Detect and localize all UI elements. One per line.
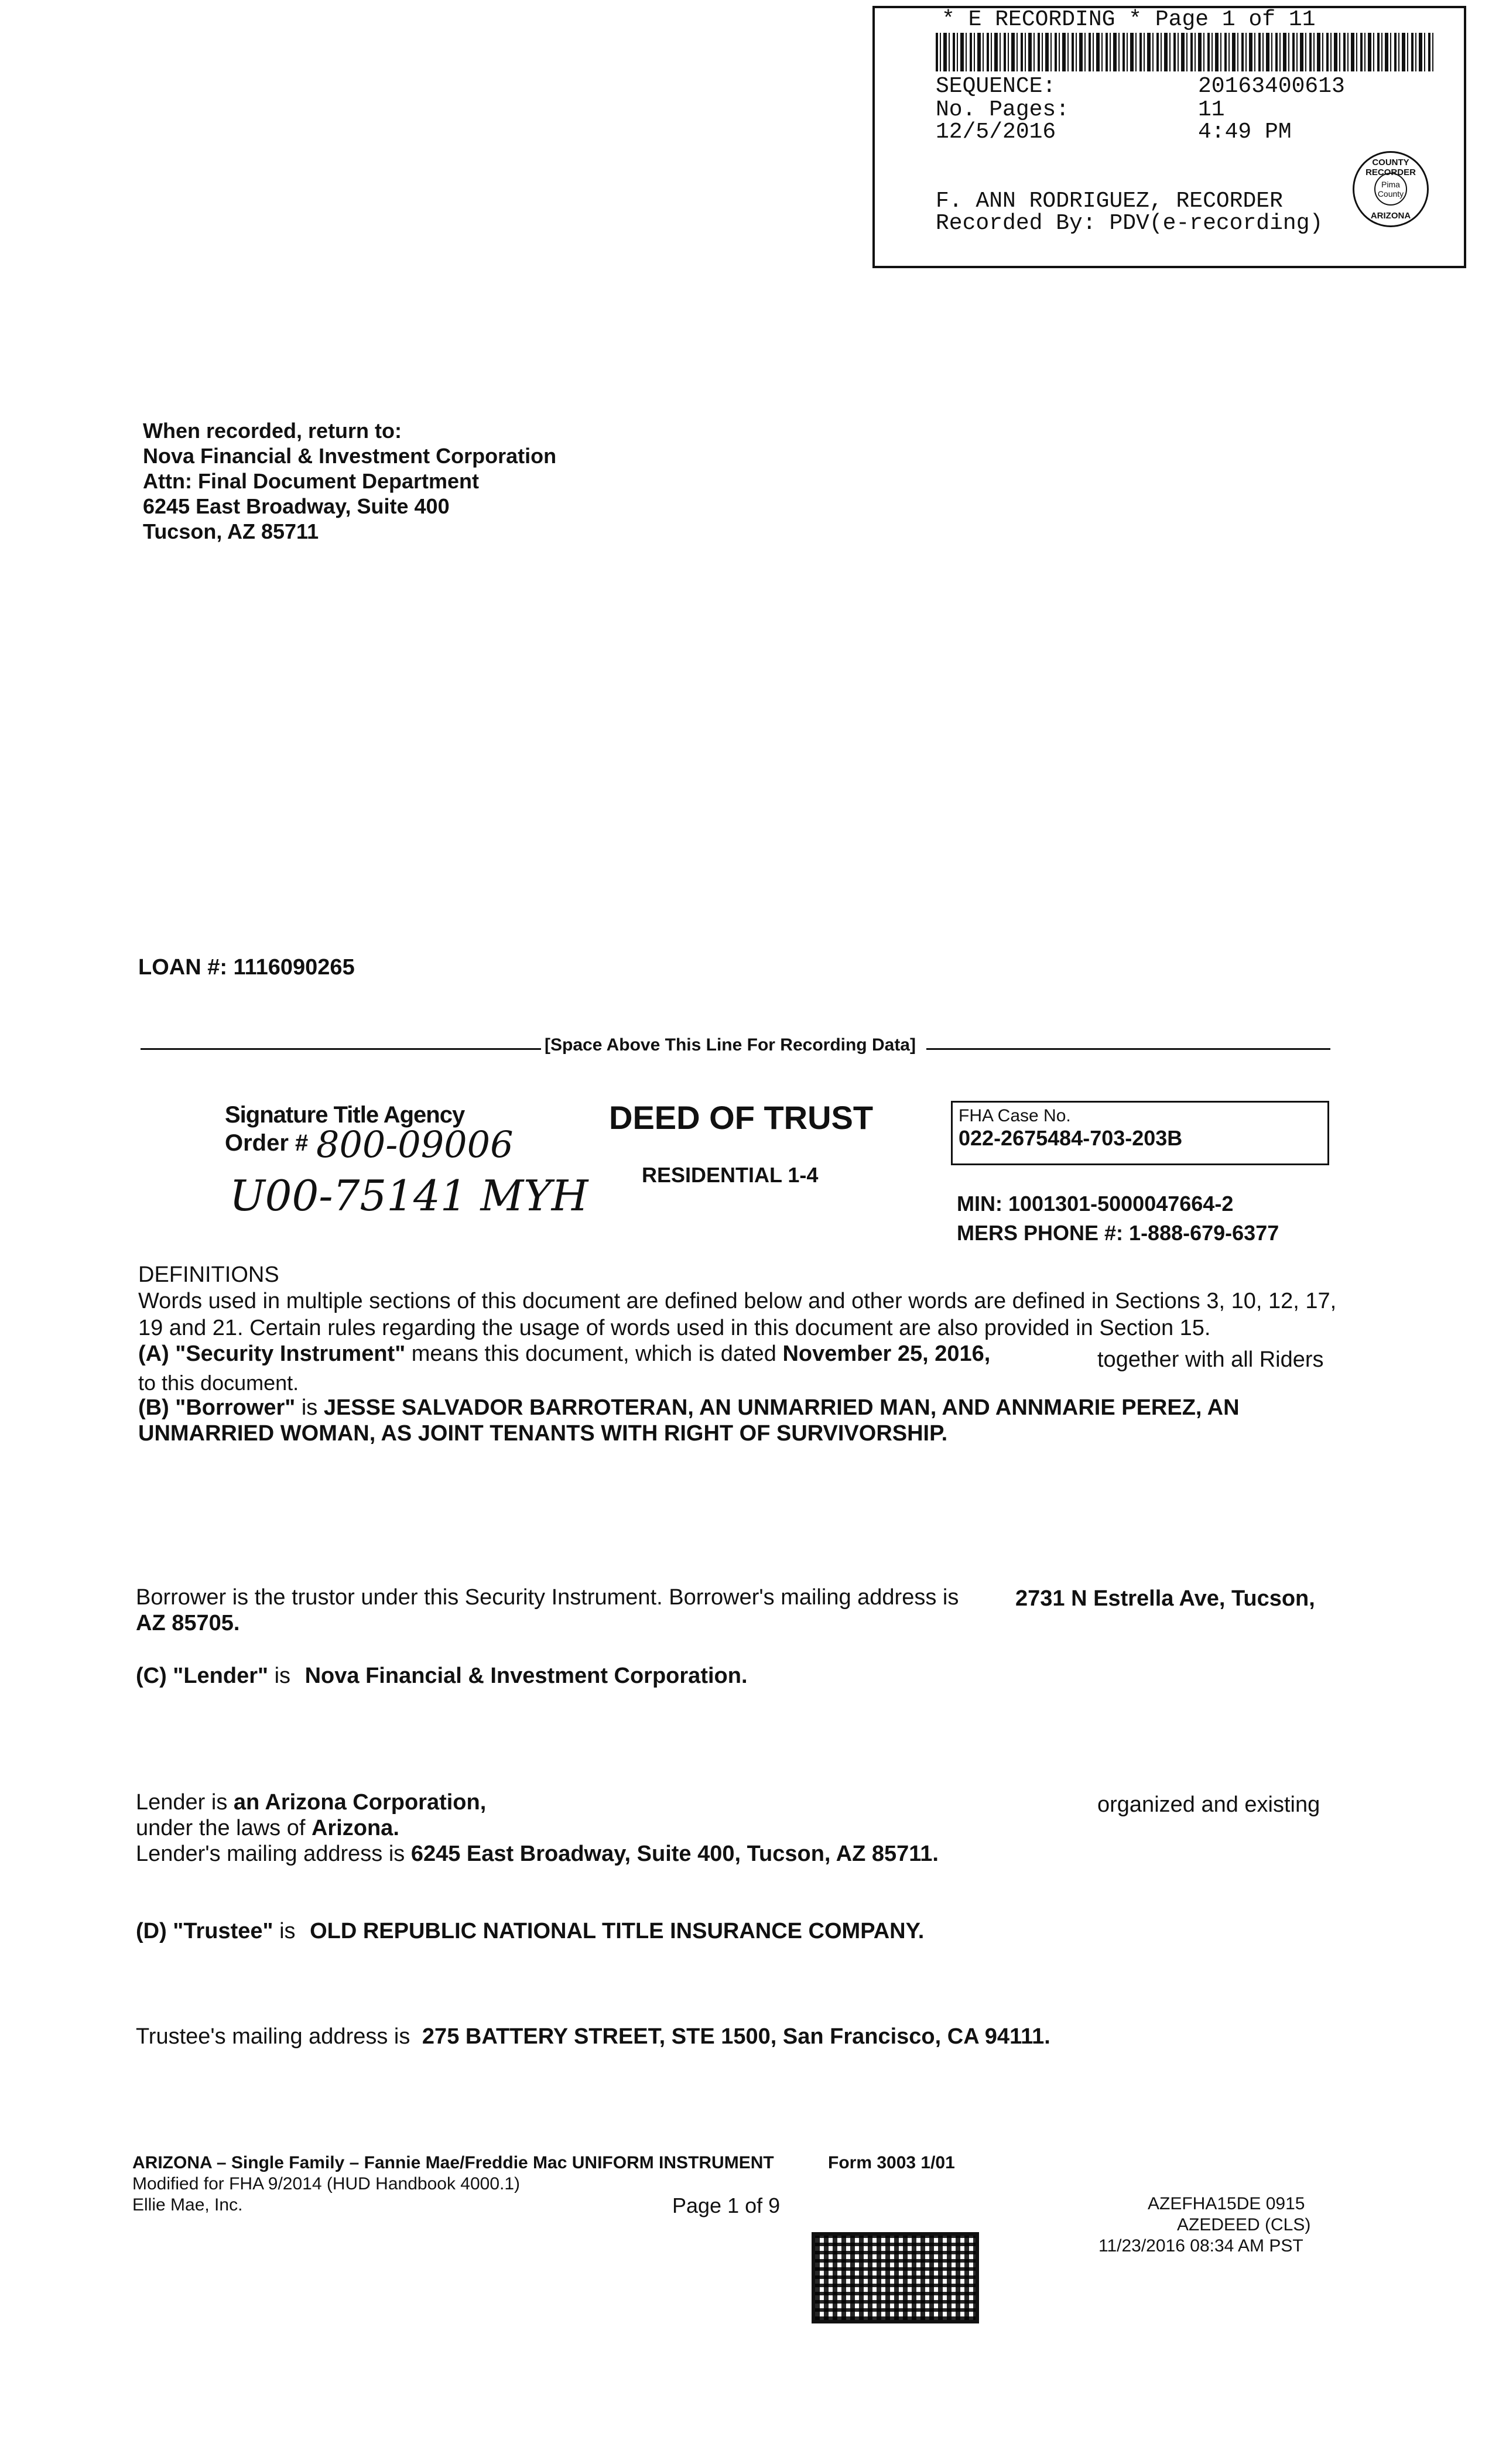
definition-b-label: (B) "Borrower" — [138, 1395, 296, 1420]
definition-b — [138, 1395, 1240, 1421]
definitions-heading: DEFINITIONS — [138, 1262, 279, 1287]
lender-laws-line — [136, 1815, 399, 1841]
definitions-intro-line: Words used in multiple sections of this document are defined below and other words are defined in Sections 3, 10, 12, 17, — [138, 1289, 1337, 1313]
lender-type-line — [136, 1789, 486, 1815]
recording-header: * E RECORDING * Page 1 of 11 — [942, 7, 1316, 32]
trustee-mailing-address: 275 BATTERY STREET, STE 1500, San Francisco, CA 94111. — [422, 2024, 1050, 2049]
borrower-address: 2731 N Estrella Ave, Tucson, — [1015, 1586, 1315, 1611]
fha-case-box — [951, 1101, 1329, 1165]
return-to-line: Attn: Final Document Department — [143, 469, 480, 493]
return-to-line: Nova Financial & Investment Corporation — [143, 444, 557, 468]
recorded-by: Recorded By: PDV(e-recording) — [936, 211, 1323, 236]
pages-value: 11 — [1198, 97, 1225, 122]
sequence-value: 20163400613 — [1198, 74, 1345, 99]
lender-mailing-address: 6245 East Broadway, Suite 400, Tucson, AZ 85711. — [410, 1842, 939, 1866]
document-title: DEED OF TRUST — [609, 1099, 874, 1136]
lender-organized-text: organized and existing — [1097, 1792, 1320, 1817]
definition-a-text: means this document, which is dated — [405, 1341, 783, 1366]
lender-name: Nova Financial & Investment Corporation. — [304, 1664, 748, 1688]
min-number: MIN: 1001301-5000047664-2 — [957, 1192, 1234, 1216]
recording-date: 12/5/2016 — [936, 119, 1056, 145]
definition-c — [136, 1663, 748, 1689]
order-label: Order # — [225, 1130, 309, 1156]
definitions-intro-line: 19 and 21. Certain rules regarding the usage of words used in this document are also provided in Section 15. — [138, 1316, 1211, 1340]
mers-phone: MERS PHONE #: 1-888-679-6377 — [957, 1221, 1279, 1245]
pages-label: No. Pages: — [936, 97, 1070, 122]
footer-code-1: AZEFHA15DE 0915 — [1148, 2194, 1305, 2213]
seal-center-text: Pima County — [1374, 173, 1407, 206]
definition-d — [136, 1918, 924, 1944]
definition-d-is: is — [273, 1919, 302, 1943]
footer-vendor: Ellie Mae, Inc. — [132, 2195, 243, 2215]
county-seal — [1353, 151, 1429, 227]
trustee-name: OLD REPUBLIC NATIONAL TITLE INSURANCE COMPANY. — [310, 1919, 925, 1943]
definition-c-label: (C) "Lender" — [136, 1664, 269, 1688]
definition-a-label: (A) "Security Instrument" — [138, 1341, 406, 1366]
return-to-line: 6245 East Broadway, Suite 400 — [143, 494, 450, 518]
recording-time: 4:49 PM — [1198, 119, 1292, 145]
divider-left — [141, 1048, 541, 1050]
footer-2d-barcode — [812, 2232, 979, 2323]
definition-d-label: (D) "Trustee" — [136, 1919, 273, 1943]
borrower-names-line2: UNMARRIED WOMAN, AS JOINT TENANTS WITH RIGHT OF SURVIVORSHIP. — [138, 1421, 948, 1446]
seal-top-text: COUNTY RECORDER — [1365, 158, 1416, 177]
title-agency-stamp: Signature Title Agency — [225, 1102, 465, 1128]
borrower-address-line2: AZ 85705. — [136, 1611, 240, 1635]
footer-form-number: Form 3003 1/01 — [828, 2153, 955, 2172]
return-to-block — [143, 418, 556, 544]
footer-form-desc: – Single Family – Fannie Mae/Freddie Mac UNIFORM INSTRUMENT — [211, 2153, 774, 2172]
loan-number: LOAN #: 1116090265 — [138, 955, 355, 980]
footer-code-2: AZEDEED (CLS) — [1177, 2215, 1311, 2234]
sequence-label: SEQUENCE: — [936, 74, 1056, 99]
lender-type: an Arizona Corporation, — [233, 1790, 487, 1815]
footer-modified: Modified for FHA 9/2014 (HUD Handbook 4000.1) — [132, 2174, 521, 2193]
lender-mailing-text: Lender's mailing address is — [136, 1842, 411, 1866]
space-above-label: [Space Above This Line For Recording Data] — [545, 1035, 916, 1055]
lender-mailing-line — [136, 1841, 939, 1867]
handwritten-note: U00-75141 MYH — [230, 1171, 588, 1220]
trustee-mailing-line — [136, 2024, 1050, 2049]
return-to-line: Tucson, AZ 85711 — [143, 519, 319, 543]
lender-state: Arizona. — [311, 1816, 399, 1840]
barcode — [936, 33, 1435, 71]
footer-form-line — [132, 2152, 774, 2174]
borrower-trustor-text: Borrower is the trustor under this Security Instrument. Borrower's mailing address is — [136, 1585, 959, 1610]
definition-c-is: is — [268, 1664, 297, 1688]
definition-a — [138, 1341, 990, 1367]
seal-bottom-text: ARIZONA — [1370, 211, 1411, 221]
document-subtitle: RESIDENTIAL 1-4 — [642, 1163, 819, 1187]
divider-right — [926, 1048, 1330, 1050]
borrower-names: JESSE SALVADOR BARROTERAN, AN UNMARRIED MAN, AND ANNMARIE PEREZ, AN — [323, 1395, 1240, 1420]
footer-state: ARIZONA — [132, 2153, 212, 2172]
footer-timestamp: 11/23/2016 08:34 AM PST — [1098, 2236, 1303, 2256]
fha-case-label: FHA Case No. — [959, 1106, 1071, 1125]
trustee-mailing-text: Trustee's mailing address is — [136, 2024, 416, 2049]
definition-a-tail: together with all Riders — [1097, 1347, 1324, 1372]
lender-is-text: Lender is — [136, 1790, 234, 1815]
definition-a-line2: to this document. — [138, 1371, 299, 1395]
definition-b-is: is — [295, 1395, 324, 1420]
handwritten-order-number: 800-09006 — [316, 1123, 514, 1166]
return-to-line: When recorded, return to: — [143, 419, 402, 443]
recorder-name: F. ANN RODRIGUEZ, RECORDER — [936, 189, 1283, 214]
lender-laws-text: under the laws of — [136, 1816, 312, 1840]
fha-case-number: 022-2675484-703-203B — [959, 1126, 1183, 1150]
footer-page-number: Page 1 of 9 — [672, 2193, 781, 2217]
document-date: November 25, 2016, — [782, 1341, 991, 1366]
